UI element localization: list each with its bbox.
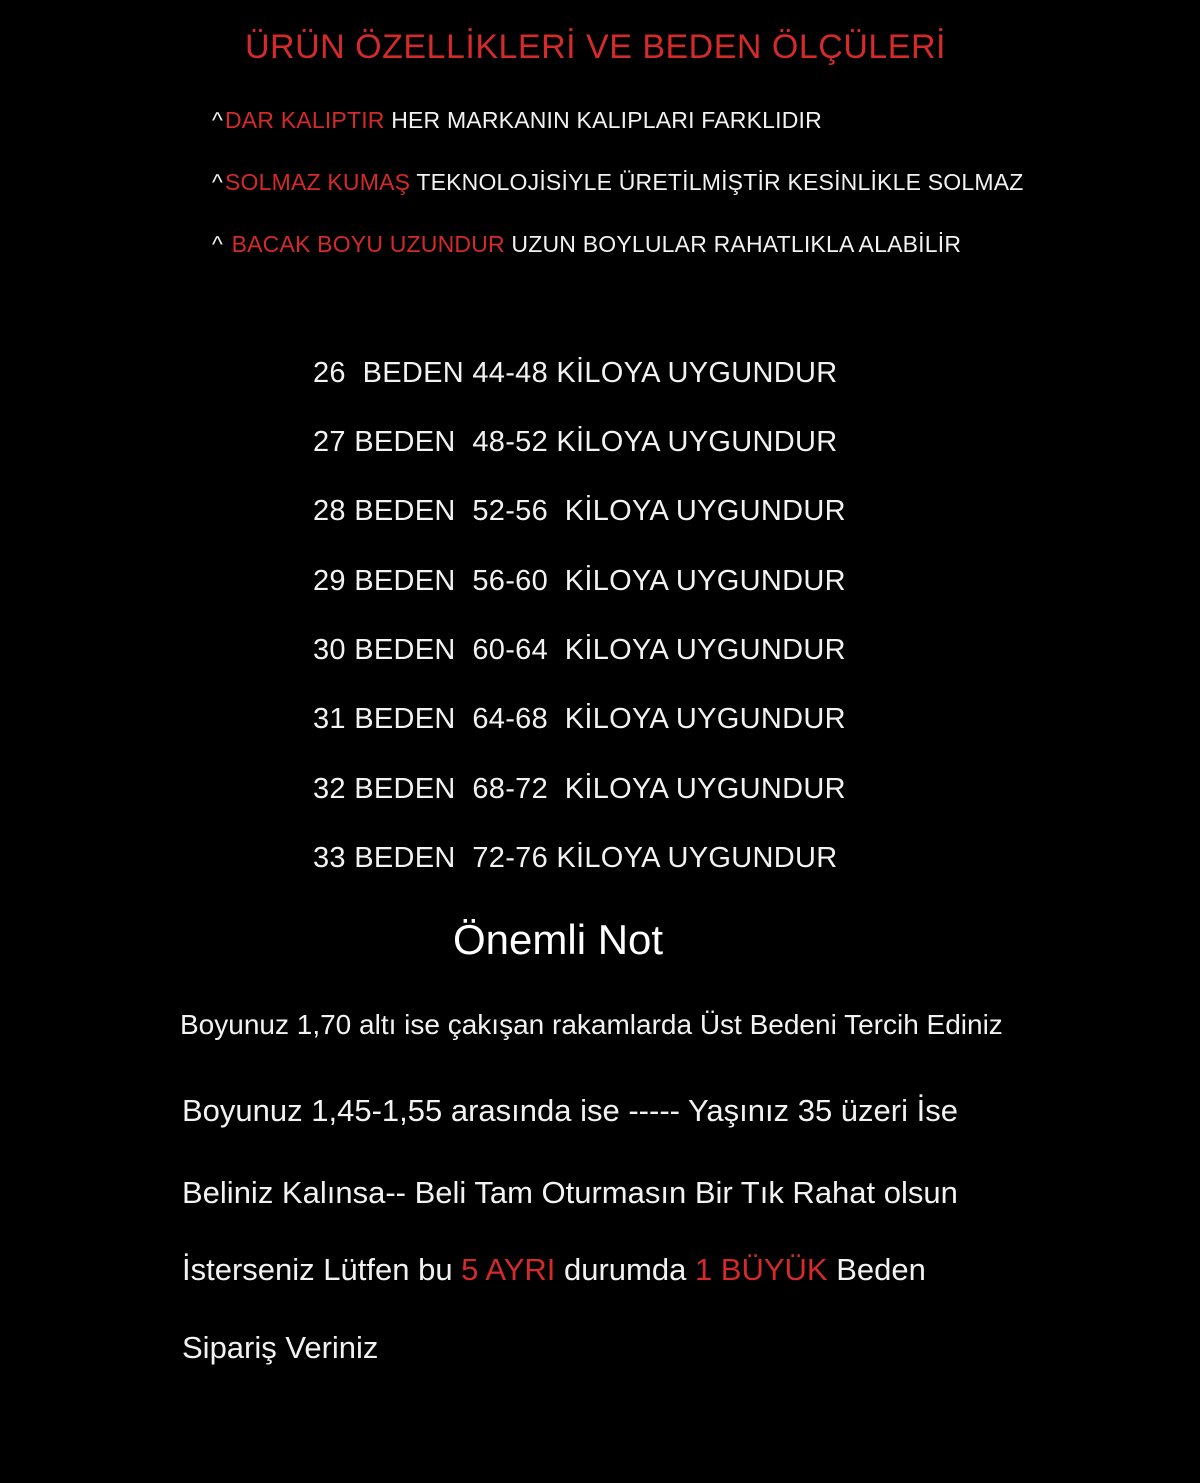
- size-row: 27 BEDEN 48-52 KİLOYA UYGUNDUR: [313, 426, 838, 458]
- note-highlight-1-buyuk: 1 BÜYÜK: [694, 1252, 828, 1287]
- note-text: durumda: [555, 1252, 695, 1287]
- feature-item-solmaz-kumas: [212, 169, 1024, 196]
- note-highlight-5-ayri: 5 AYRI: [461, 1252, 556, 1287]
- size-row: 32 BEDEN 68-72 KİLOYA UYGUNDUR: [313, 773, 846, 805]
- note-line-waist: Beliniz Kalınsa-- Beli Tam Oturmasın Bir Tık Rahat olsun: [182, 1175, 958, 1210]
- size-row: 29 BEDEN 56-60 KİLOYA UYGUNDUR: [313, 565, 846, 597]
- feature-item-dar-kalip: [212, 107, 822, 134]
- feature-text: UZUN BOYLULAR RAHATLIKLA ALABİLİR: [504, 231, 962, 257]
- note-line-height-170: Boyunuz 1,70 altı ise çakışan rakamlarda Üst Bedeni Tercih Ediniz: [180, 1009, 1003, 1040]
- feature-text: TEKNOLOJİSİYLE ÜRETİLMİŞTİR KESİNLİKLE SOLMAZ: [410, 169, 1024, 195]
- note-text: Beden: [827, 1252, 926, 1287]
- note-line-height-145: Boyunuz 1,45-1,55 arasında ise ----- Yaşınız 35 üzeri İse: [182, 1093, 958, 1128]
- feature-highlight: BACAK BOYU UZUNDUR: [231, 231, 505, 257]
- feature-item-bacak-boyu: [212, 231, 961, 258]
- feature-text: HER MARKANIN KALIPLARI FARKLIDIR: [384, 107, 822, 133]
- note-line-recommendation: [182, 1252, 926, 1288]
- feature-highlight: SOLMAZ KUMAŞ: [225, 169, 411, 195]
- note-line-order: Sipariş Veriniz: [182, 1330, 379, 1365]
- caret-icon: ^: [212, 169, 223, 195]
- size-row: 33 BEDEN 72-76 KİLOYA UYGUNDUR: [313, 842, 838, 874]
- note-heading: Önemli Not: [453, 916, 664, 963]
- size-row: 30 BEDEN 60-64 KİLOYA UYGUNDUR: [313, 634, 846, 666]
- size-row: 31 BEDEN 64-68 KİLOYA UYGUNDUR: [313, 703, 846, 735]
- caret-icon: ^: [212, 231, 230, 257]
- note-text: İsterseniz Lütfen bu: [182, 1252, 462, 1287]
- feature-highlight: DAR KALIPTIR: [225, 107, 385, 133]
- caret-icon: ^: [212, 107, 223, 133]
- size-row: 28 BEDEN 52-56 KİLOYA UYGUNDUR: [313, 495, 846, 527]
- size-row: 26 BEDEN 44-48 KİLOYA UYGUNDUR: [313, 357, 838, 389]
- page-title: ÜRÜN ÖZELLİKLERİ VE BEDEN ÖLÇÜLERİ: [245, 28, 946, 66]
